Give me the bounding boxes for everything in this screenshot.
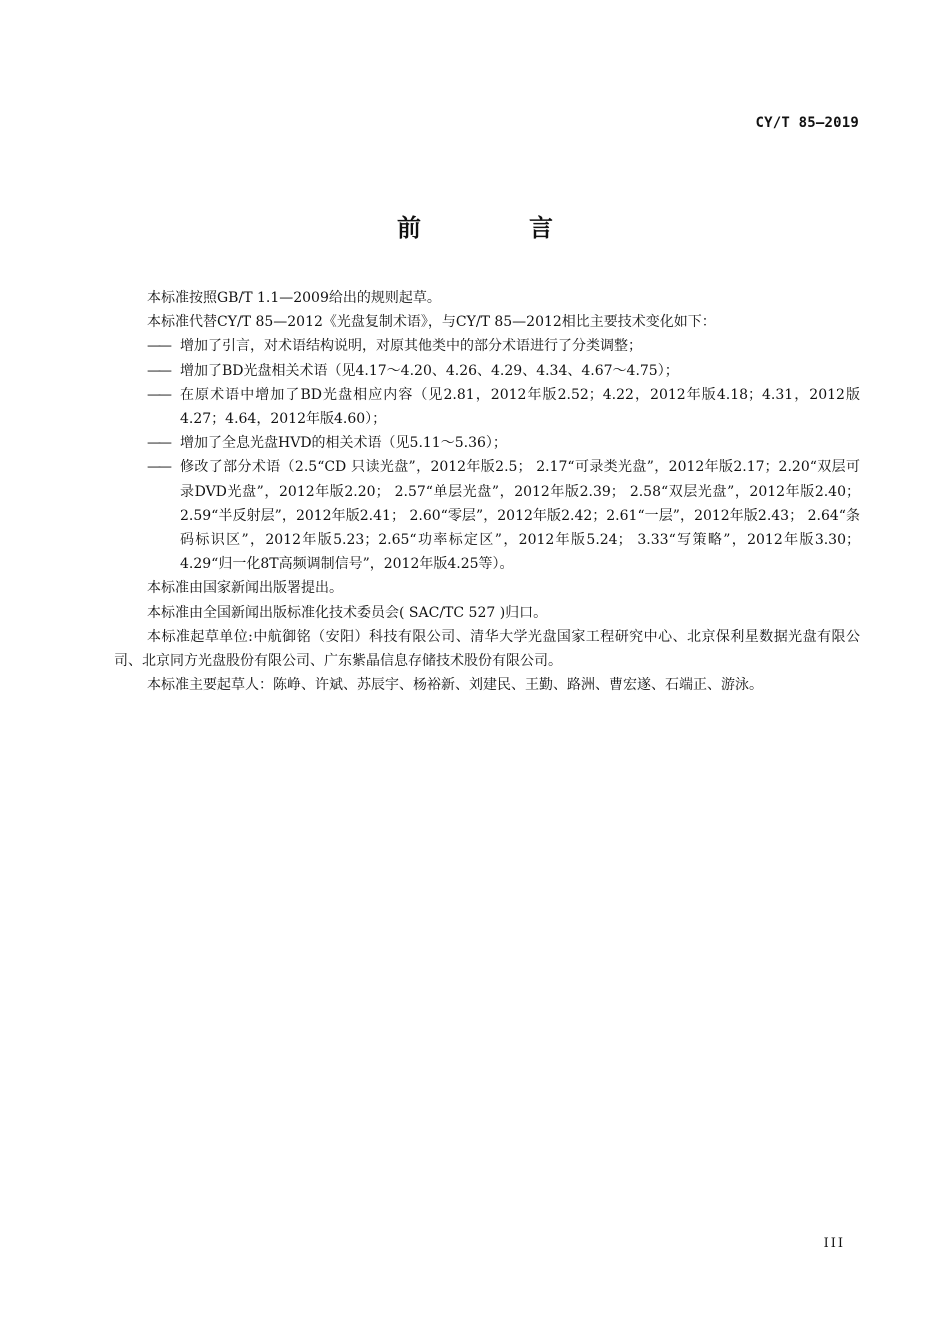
page-title: 前 言 — [397, 214, 595, 242]
page-number: III — [823, 1236, 845, 1251]
change-item — [114, 455, 860, 576]
foreword-body — [114, 286, 860, 697]
paragraph-replacement-note: 本标准代替CY/T 85—2012《光盘复制术语》，与CY/T 85—2012相比主要技术变化如下： — [147, 314, 716, 331]
paragraph-drafting-units: 本标准起草单位:中航御铭（安阳）科技有限公司、清华大学光盘国家工程研究中心、北京保利星数据光盘有限公司、北京同方光盘股份有限公司、广东紫晶信息存储技术股份有限公司。 — [114, 628, 860, 670]
paragraph-drafting-rules: 本标准按照GB/T 1.1—2009给出的规则起草。 — [147, 290, 441, 306]
paragraph-committee: 本标准由全国新闻出版标准化技术委员会( SAC/TC 527 )归口。 — [147, 604, 548, 621]
standard-code: CY/T 85—2019 — [755, 115, 859, 131]
change-item — [114, 431, 860, 455]
change-dash: —— — [147, 338, 169, 355]
change-text: 增加了全息光盘HVD的相关术语（见5.11～5.36）； — [180, 435, 507, 452]
change-item — [114, 383, 860, 431]
change-text: 增加了引言，对术语结构说明，对原其他类中的部分术语进行了分类调整； — [180, 338, 642, 355]
change-dash: —— — [147, 435, 169, 452]
change-text: 修改了部分术语（2.5“CD 只读光盘”，2012年版2.5； 2.17“可录类光盘”，2012年版2.17；2.20“双层可录DVD光盘”，2012年版2.20； 2.57“单层光盘”，2012年版2.39； 2.58“双层光盘”，2012年版2.40； 2.59“半反射层”，2012年版2.41； 2.60“零层”，2012年版2.42；2.61“一层”，2012年版2.43； 2.64“条码标识区”，2012年版5.23；2.65“功率标定区”，2012年版5.24； 3.33“写策略”，2012年版3.30； 4.29“归一化8T高频调制信号”，2012年版4.25等）。 — [180, 459, 860, 573]
change-text: 在原术语中增加了BD光盘相应内容（见2.81，2012年版2.52；4.22，2012年版4.18；4.31，2012版4.27；4.64，2012年版4.60）； — [180, 386, 860, 428]
change-text: 增加了BD光盘相关术语（见4.17～4.20、4.26、4.29、4.34、4.67～4.75）； — [180, 362, 679, 379]
paragraph-drafters: 本标准主要起草人：陈峥、许斌、苏辰宇、杨裕新、刘建民、王勤、路洲、曹宏遂、石端正、游泳。 — [147, 677, 763, 694]
change-dash: —— — [147, 459, 169, 476]
change-dash: —— — [147, 362, 169, 379]
change-item — [114, 359, 860, 383]
paragraph-proposer: 本标准由国家新闻出版署提出。 — [147, 580, 343, 597]
change-dash: —— — [147, 386, 169, 403]
change-item — [114, 334, 860, 358]
